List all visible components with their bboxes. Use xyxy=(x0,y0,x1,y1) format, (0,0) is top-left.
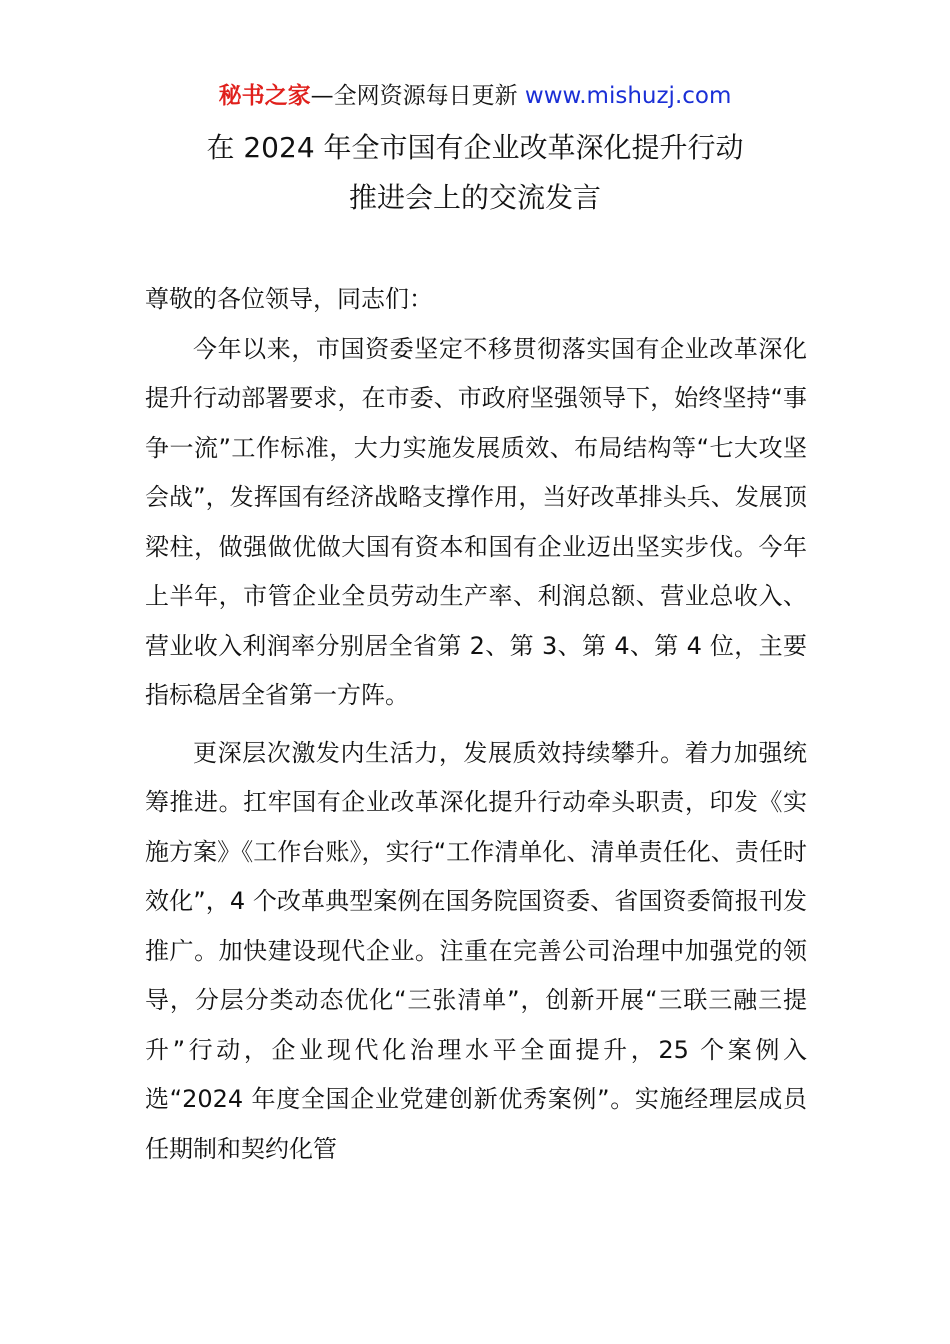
paragraph-1: 今年以来，市国资委坚定不移贯彻落实国有企业改革深化提升行动部署要求，在市委、市政府坚强领导下，始终坚持“事争一流”工作标准，大力实施发展质效、布局结构等“七大攻坚会战”，发挥国有经济战略支撑作用，当好改革排头兵、发展顶梁柱，做强做优做大国有资本和国有企业迈出坚实步伐。今年上半年，市管企业全员劳动生产率、利润总额、营业总收入、营业收入利润率分别居全省第 2、第 3、第 4、第 4 位，主要指标稳居全省第一方阵。 xyxy=(145,334,807,709)
document-body xyxy=(145,275,807,1174)
document-title-line-2: 推进会上的交流发言 xyxy=(348,181,601,214)
header-tagline: —全网资源每日更新 xyxy=(310,83,525,109)
salutation: 尊敬的各位领导，同志们： xyxy=(145,285,433,313)
document-title-line-1: 在 2024 年全市国有企业改革深化提升行动 xyxy=(206,131,744,164)
site-url: www.mishuzj.com xyxy=(524,83,732,109)
paragraph-gap xyxy=(145,721,807,729)
paragraph-2: 更深层次激发内生活力，发展质效持续攀升。着力加强统筹推进。扛牢国有企业改革深化提升行动牵头职责，印发《实施方案》《工作台账》，实行“工作清单化、清单责任化、责任时效化”，4 个改革典型案例在国务院国资委、省国资委简报刊发推广。加快建设现代企业。注重在完善公司治理中加强党的领导，分层分类动态优化“三张清单”，创新开展“三联三融三提升”行动，企业现代化治理水平全面提升，25 个案例入选“2024 年度全国企业党建创新优秀案例”。实施经理层成员任期制和契约化管 xyxy=(145,738,807,1163)
site-header xyxy=(0,78,950,114)
brand-name: 秘书之家 xyxy=(218,83,311,109)
